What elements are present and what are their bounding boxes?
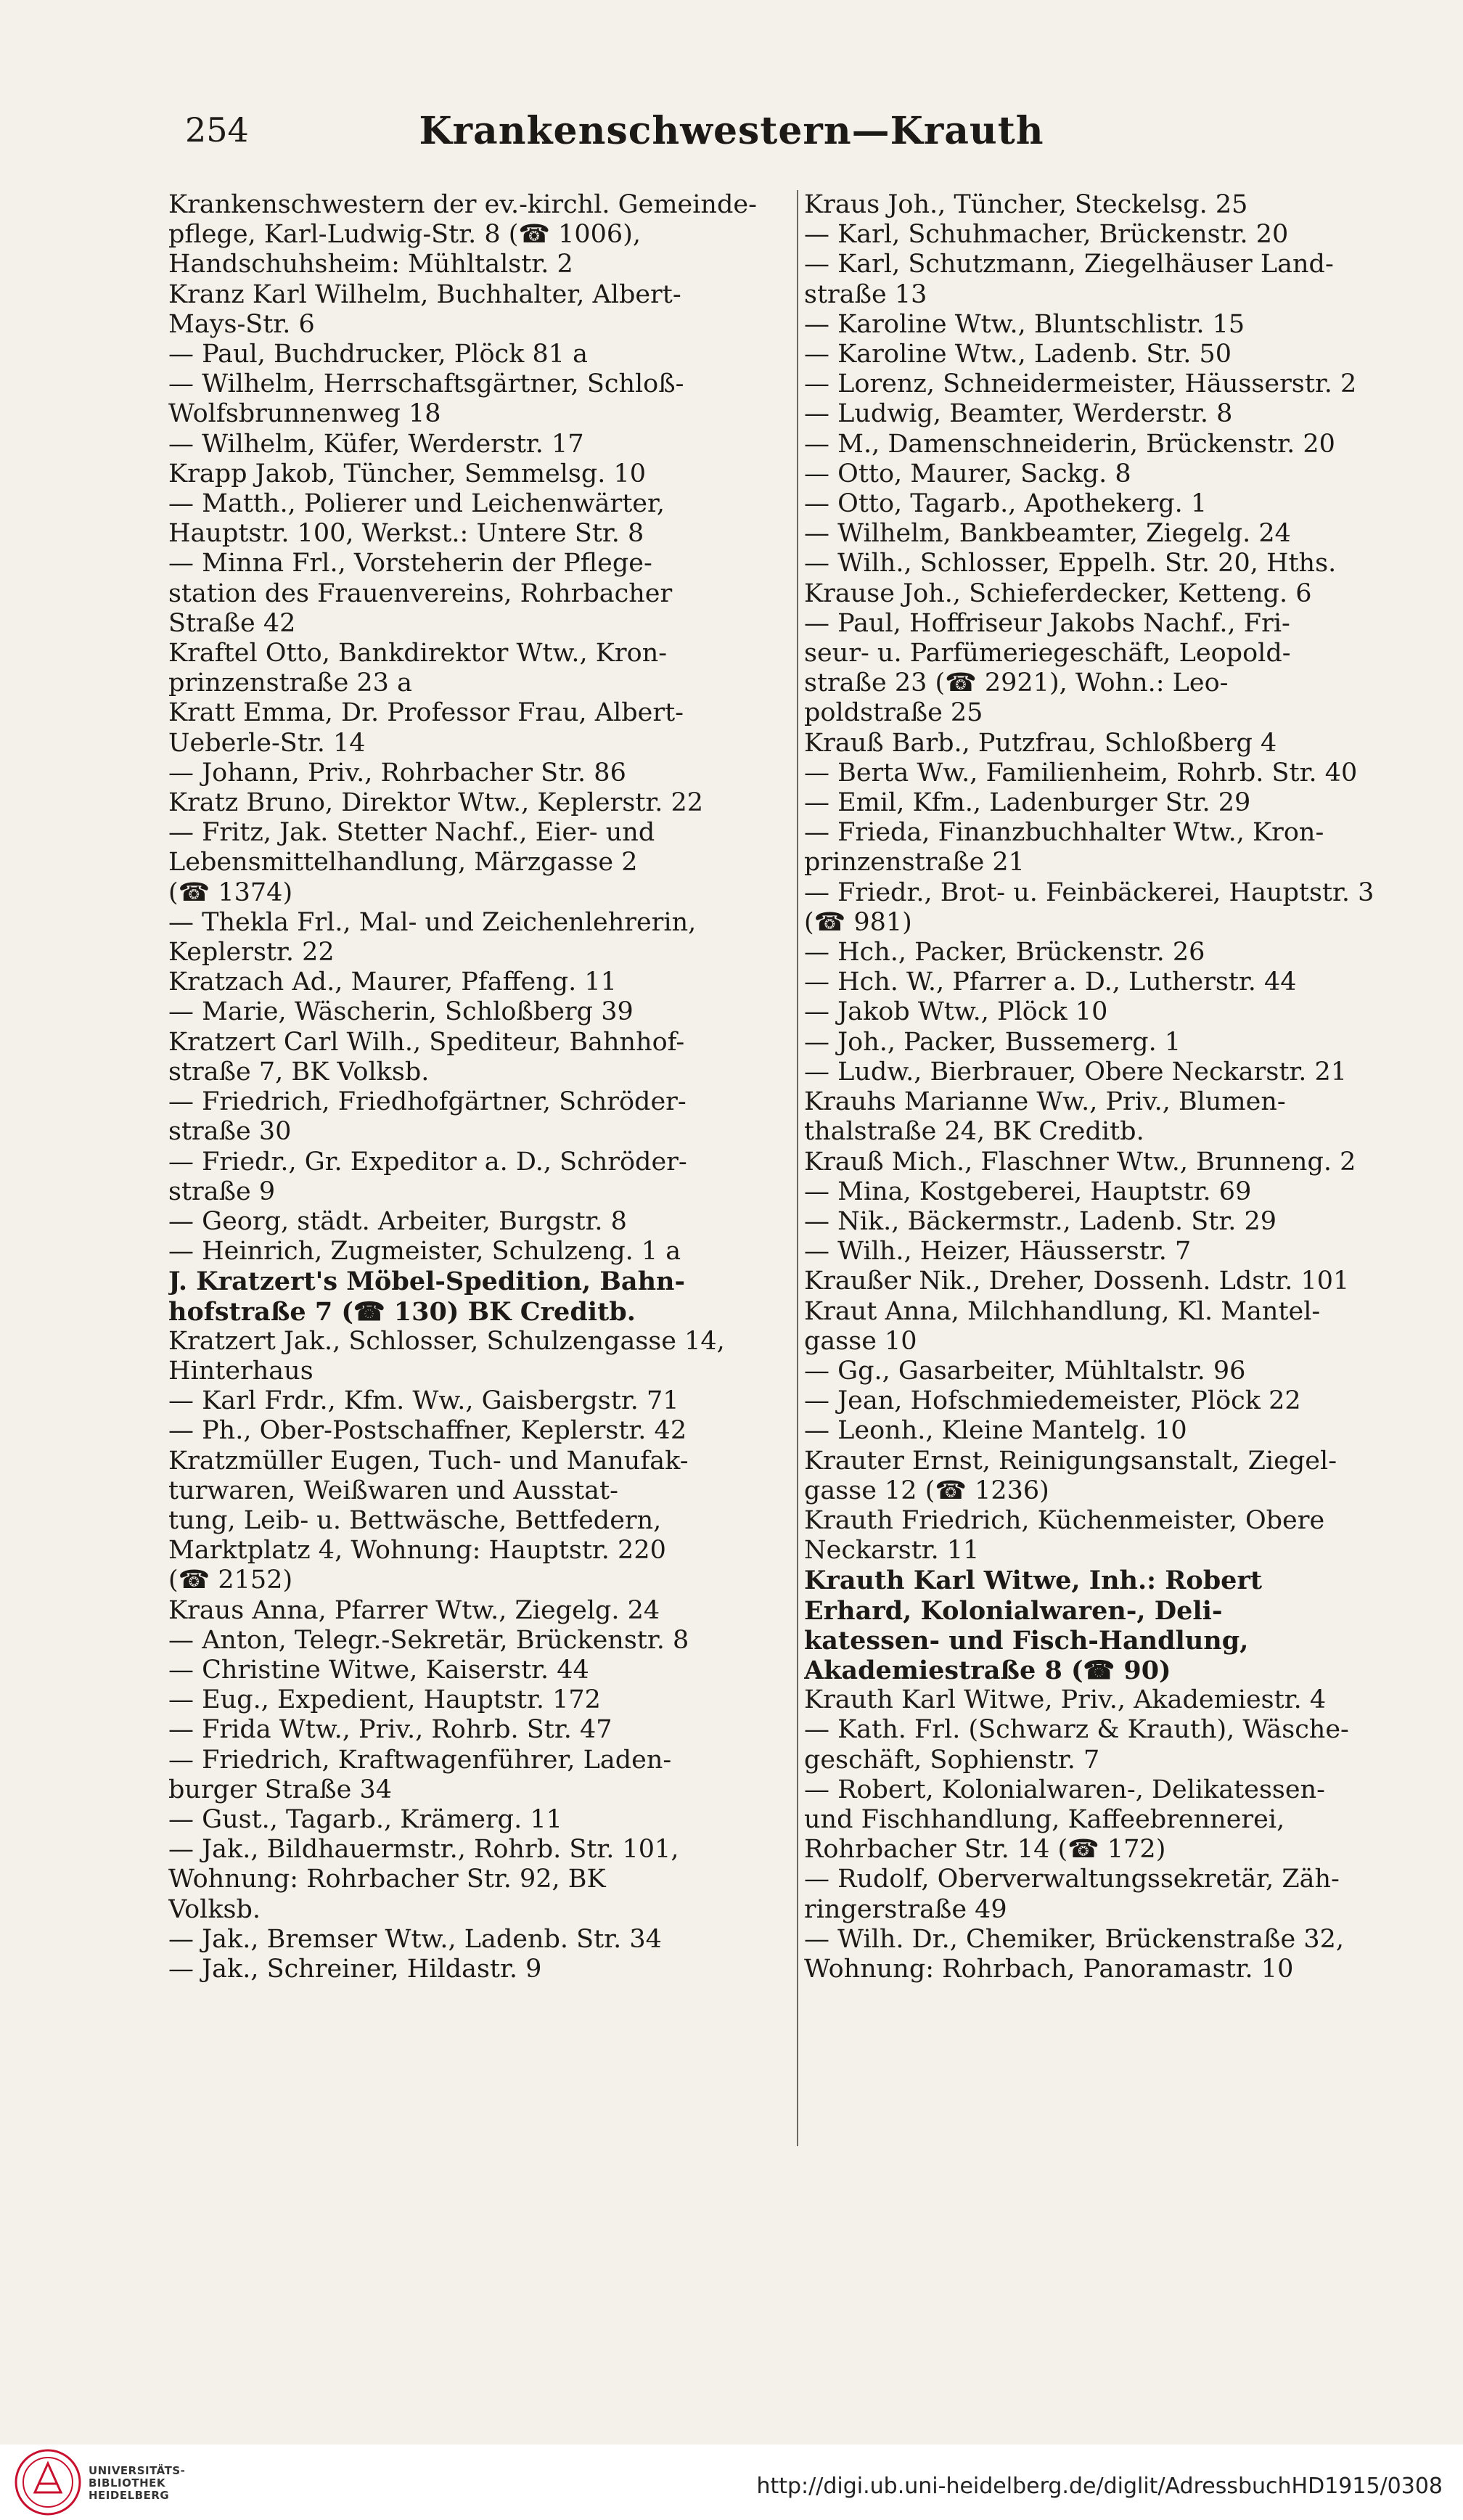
directory-entry-line: — Wilh., Heizer, Häusserstr. 7 [804,1237,1192,1267]
directory-entry-line: — Karl, Schutzmann, Ziegelhäuser Land- [804,250,1334,279]
directory-entry-line: — Gust., Tagarb., Krämerg. 11 [168,1804,562,1834]
directory-entry-line: Rohrbacher Str. 14 (☎ 172) [804,1835,1166,1865]
logo-line: BIBLIOTHEK [89,2476,165,2490]
directory-entry-line: — Leonh., Kleine Mantelg. 10 [804,1416,1187,1446]
directory-entry-line: — Georg, städt. Arbeiter, Burgstr. 8 [168,1206,627,1236]
directory-entry-line: Kraußer Nik., Dreher, Dossenh. Ldstr. 101 [804,1267,1350,1296]
directory-entry-line: Krauhs Marianne Ww., Priv., Blumen- [804,1087,1286,1117]
directory-entry-line: Kranz Karl Wilhelm, Buchhalter, Albert- [168,279,681,309]
directory-entry-line: thalstraße 24, BK Creditb. [804,1117,1144,1147]
directory-entry-line: — Friedrich, Kraftwagenführer, Laden- [168,1745,672,1775]
page-number: 254 [185,110,249,150]
directory-entry-line: — Berta Ww., Familienheim, Rohrb. Str. 40 [804,758,1358,788]
directory-entry-line: — Hch. W., Pfarrer a. D., Lutherstr. 44 [804,968,1297,997]
left-column [168,190,785,1984]
directory-entry-line: — Wilhelm, Herrschaftsgärtner, Schloß- [168,369,684,399]
directory-entry-line: Wohnung: Rohrbacher Str. 92, BK [168,1865,606,1894]
directory-entry-line: — Frieda, Finanzbuchhalter Wtw., Kron- [804,818,1324,848]
directory-entry-line: — Jean, Hofschmiedemeister, Plöck 22 [804,1386,1301,1416]
directory-entry-line: Wohnung: Rohrbach, Panoramastr. 10 [804,1954,1294,1984]
column-divider [797,190,798,2146]
directory-entry-line: Krauß Barb., Putzfrau, Schloßberg 4 [804,728,1277,758]
directory-entry-line: — Ludw., Bierbrauer, Obere Neckarstr. 21 [804,1057,1348,1087]
directory-entry-line: Krauter Ernst, Reinigungsanstalt, Ziegel- [804,1446,1337,1476]
directory-entry-line: Kratz Bruno, Direktor Wtw., Keplerstr. 22 [168,788,704,818]
directory-entry-line: (☎ 2152) [168,1566,293,1595]
directory-entry-line: poldstraße 25 [804,698,983,728]
right-column [804,190,1421,1984]
directory-entry-line: Krauth Friedrich, Küchenmeister, Obere [804,1505,1325,1535]
directory-entry-line: pflege, Karl-Ludwig-Str. 8 (☎ 1006), [168,220,641,250]
directory-entry-line: — Karl, Schuhmacher, Brückenstr. 20 [804,220,1289,250]
directory-entry-line: (☎ 1374) [168,878,293,907]
directory-entry-line: Marktplatz 4, Wohnung: Hauptstr. 220 [168,1536,666,1566]
directory-entry-line: — Ludwig, Beamter, Werderstr. 8 [804,399,1233,429]
directory-entry-line: Hinterhaus [168,1356,314,1386]
directory-entry-line: Neckarstr. 11 [804,1536,980,1566]
directory-entry-line: Hauptstr. 100, Werkst.: Untere Str. 8 [168,519,644,549]
directory-entry-line: Kratzert Carl Wilh., Spediteur, Bahnhof- [168,1027,685,1057]
directory-entry-line: — Joh., Packer, Bussemerg. 1 [804,1027,1181,1057]
directory-entry-line: prinzenstraße 21 [804,848,1025,878]
directory-entry-line: — Robert, Kolonialwaren-, Delikatessen- [804,1775,1325,1804]
directory-entry-line: — Johann, Priv., Rohrbacher Str. 86 [168,758,626,788]
directory-entry-line: — Matth., Polierer und Leichenwärter, [168,489,665,519]
logo-line: HEIDELBERG [89,2489,170,2502]
directory-entry-line: — Thekla Frl., Mal- und Zeichenlehrerin, [168,907,697,937]
directory-entry-line: geschäft, Sophienstr. 7 [804,1745,1100,1775]
directory-entry-line: Krapp Jakob, Tüncher, Semmelsg. 10 [168,459,647,488]
directory-entry-line: — Mina, Kostgeberei, Hauptstr. 69 [804,1177,1252,1206]
directory-entry-line: — Fritz, Jak. Stetter Nachf., Eier- und [168,818,655,848]
directory-entry-line: ringerstraße 49 [804,1894,1007,1924]
directory-entry-line: Kraftel Otto, Bankdirektor Wtw., Kron- [168,639,668,668]
university-library-logo-icon [13,2447,83,2517]
directory-entry-line: Kratt Emma, Dr. Professor Frau, Albert- [168,698,684,728]
directory-entry-line: Kratzert Jak., Schlosser, Schulzengasse 14, [168,1326,725,1356]
directory-entry-line: — Karl Frdr., Kfm. Ww., Gaisbergstr. 71 [168,1386,679,1416]
directory-entry-line: — Heinrich, Zugmeister, Schulzeng. 1 a [168,1237,681,1267]
logo-line: UNIVERSITÄTS- [89,2464,186,2477]
directory-entry-line: — Friedrich, Friedhofgärtner, Schröder- [168,1087,687,1117]
directory-entry-line: straße 23 (☎ 2921), Wohn.: Leo- [804,668,1229,698]
directory-entry-line: — Rudolf, Oberverwaltungssekretär, Zäh- [804,1865,1340,1894]
directory-entry-line: — Christine Witwe, Kaiserstr. 44 [168,1655,589,1685]
directory-entry-line: (☎ 981) [804,907,912,937]
directory-entry-line: — Friedr., Gr. Expeditor a. D., Schröder- [168,1147,687,1177]
directory-entry-line: Straße 42 [168,608,296,638]
directory-entry-line: — Eug., Expedient, Hauptstr. 172 [168,1685,601,1715]
directory-entry-line: Kraus Joh., Tüncher, Steckelsg. 25 [804,190,1248,219]
directory-entry-line: Kraut Anna, Milchhandlung, Kl. Mantel- [804,1296,1321,1326]
directory-entry-line: station des Frauenvereins, Rohrbacher [168,578,673,608]
directory-entry-line: straße 30 [168,1117,292,1147]
directory-entry-line: — Jak., Schreiner, Hildastr. 9 [168,1954,542,1984]
directory-entry-line: Kraus Anna, Pfarrer Wtw., Ziegelg. 24 [168,1595,660,1625]
directory-entry-line: — Anton, Telegr.-Sekretär, Brückenstr. 8 [168,1625,689,1655]
directory-entry-line: und Fischhandlung, Kaffeebrennerei, [804,1804,1285,1834]
directory-entry-line: burger Straße 34 [168,1775,393,1804]
directory-entry-line: — Gg., Gasarbeiter, Mühltalstr. 96 [804,1356,1246,1386]
directory-entry-line: — Ph., Ober-Postschaffner, Keplerstr. 42 [168,1416,687,1446]
directory-entry-line: katessen- und Fisch-Handlung, [804,1625,1249,1656]
directory-entry-line: — Lorenz, Schneidermeister, Häusserstr. 2 [804,369,1357,399]
directory-entry-line: — Wilh., Schlosser, Eppelh. Str. 20, Hths. [804,549,1337,578]
directory-entry-line: Lebensmittelhandlung, Märzgasse 2 [168,848,638,878]
directory-entry-line: seur- u. Parfümeriegeschäft, Leopold- [804,639,1291,668]
directory-entry-line: tung, Leib- u. Bettwäsche, Bettfedern, [168,1505,662,1535]
directory-entry-line: Krankenschwestern der ev.-kirchl. Gemeinde- [168,190,757,219]
directory-entry-line: J. Kratzert's Möbel-Spedition, Bahn- [168,1267,686,1297]
directory-entry-line: Krauth Karl Witwe, Inh.: Robert [804,1566,1263,1596]
directory-entry-line: — Jakob Wtw., Plöck 10 [804,997,1108,1027]
directory-entry-line: straße 13 [804,279,927,309]
directory-entry-line: gasse 12 (☎ 1236) [804,1476,1049,1505]
directory-entry-line: — Jak., Bildhauermstr., Rohrb. Str. 101, [168,1835,679,1865]
directory-entry-line: — Otto, Tagarb., Apothekerg. 1 [804,489,1208,519]
directory-entry-line: hofstraße 7 (☎ 130) BK Creditb. [168,1296,636,1327]
directory-entry-line: Krauth Karl Witwe, Priv., Akademiestr. 4 [804,1685,1327,1715]
directory-entry-line: — Karoline Wtw., Bluntschlistr. 15 [804,309,1245,339]
logo-text [89,2465,185,2502]
directory-entry-line: straße 7, BK Volksb. [168,1057,430,1087]
directory-entry-line: Keplerstr. 22 [168,938,335,968]
directory-entry-line: Volksb. [168,1894,261,1924]
directory-entry-line: — Wilhelm, Küfer, Werderstr. 17 [168,429,584,459]
directory-entry-line: — Wilhelm, Bankbeamter, Ziegelg. 24 [804,519,1291,549]
directory-entry-line: — Paul, Buchdrucker, Plöck 81 a [168,340,588,369]
directory-entry-line: — Kath. Frl. (Schwarz & Krauth), Wäsche- [804,1715,1349,1745]
directory-entry-line: prinzenstraße 23 a [168,668,412,698]
directory-entry-line: Krause Joh., Schieferdecker, Ketteng. 6 [804,578,1312,608]
directory-entry-line: Erhard, Kolonialwaren-, Deli- [804,1595,1223,1626]
directory-entry-line: — Minna Frl., Vorsteherin der Pflege- [168,549,652,578]
directory-entry-line: straße 9 [168,1177,276,1206]
directory-entry-line: Akademiestraße 8 (☎ 90) [804,1655,1171,1685]
directory-entry-line: — Emil, Kfm., Ladenburger Str. 29 [804,788,1251,818]
directory-entry-line: Handschuhsheim: Mühltalstr. 2 [168,250,573,279]
directory-entry-line: Mays-Str. 6 [168,309,315,339]
directory-entry-line: — Frida Wtw., Priv., Rohrb. Str. 47 [168,1715,612,1745]
directory-entry-line: — Jak., Bremser Wtw., Ladenb. Str. 34 [168,1924,662,1954]
directory-entry-line: — M., Damenschneiderin, Brückenstr. 20 [804,429,1335,459]
directory-entry-line: turwaren, Weißwaren und Ausstat- [168,1476,618,1505]
directory-entry-line: — Wilh. Dr., Chemiker, Brückenstraße 32, [804,1924,1345,1954]
source-url-link[interactable]: http://digi.ub.uni-heidelberg.de/diglit/AdressbuchHD1915/0308 [756,2474,1443,2499]
directory-entry-line: — Nik., Bäckermstr., Ladenb. Str. 29 [804,1206,1276,1236]
running-head: Krankenschwestern—Krauth [419,109,1044,153]
directory-entry-line: Kratzach Ad., Maurer, Pfaffeng. 11 [168,968,617,997]
directory-entry-line: Krauß Mich., Flaschner Wtw., Brunneng. 2 [804,1147,1356,1177]
directory-entry-line: — Hch., Packer, Brückenstr. 26 [804,938,1205,968]
directory-entry-line: Ueberle-Str. 14 [168,728,366,758]
directory-entry-line: — Marie, Wäscherin, Schloßberg 39 [168,997,634,1027]
directory-entry-line: Kratzmüller Eugen, Tuch- und Manufak- [168,1446,689,1476]
directory-entry-line: — Otto, Maurer, Sackg. 8 [804,459,1131,488]
directory-entry-line: — Paul, Hoffriseur Jakobs Nachf., Fri- [804,608,1290,638]
directory-entry-line: Wolfsbrunnenweg 18 [168,399,441,429]
directory-entry-line: — Friedr., Brot- u. Feinbäckerei, Hauptstr. 3 [804,878,1374,907]
directory-entry-line: — Karoline Wtw., Ladenb. Str. 50 [804,340,1232,369]
directory-entry-line: gasse 10 [804,1326,917,1356]
